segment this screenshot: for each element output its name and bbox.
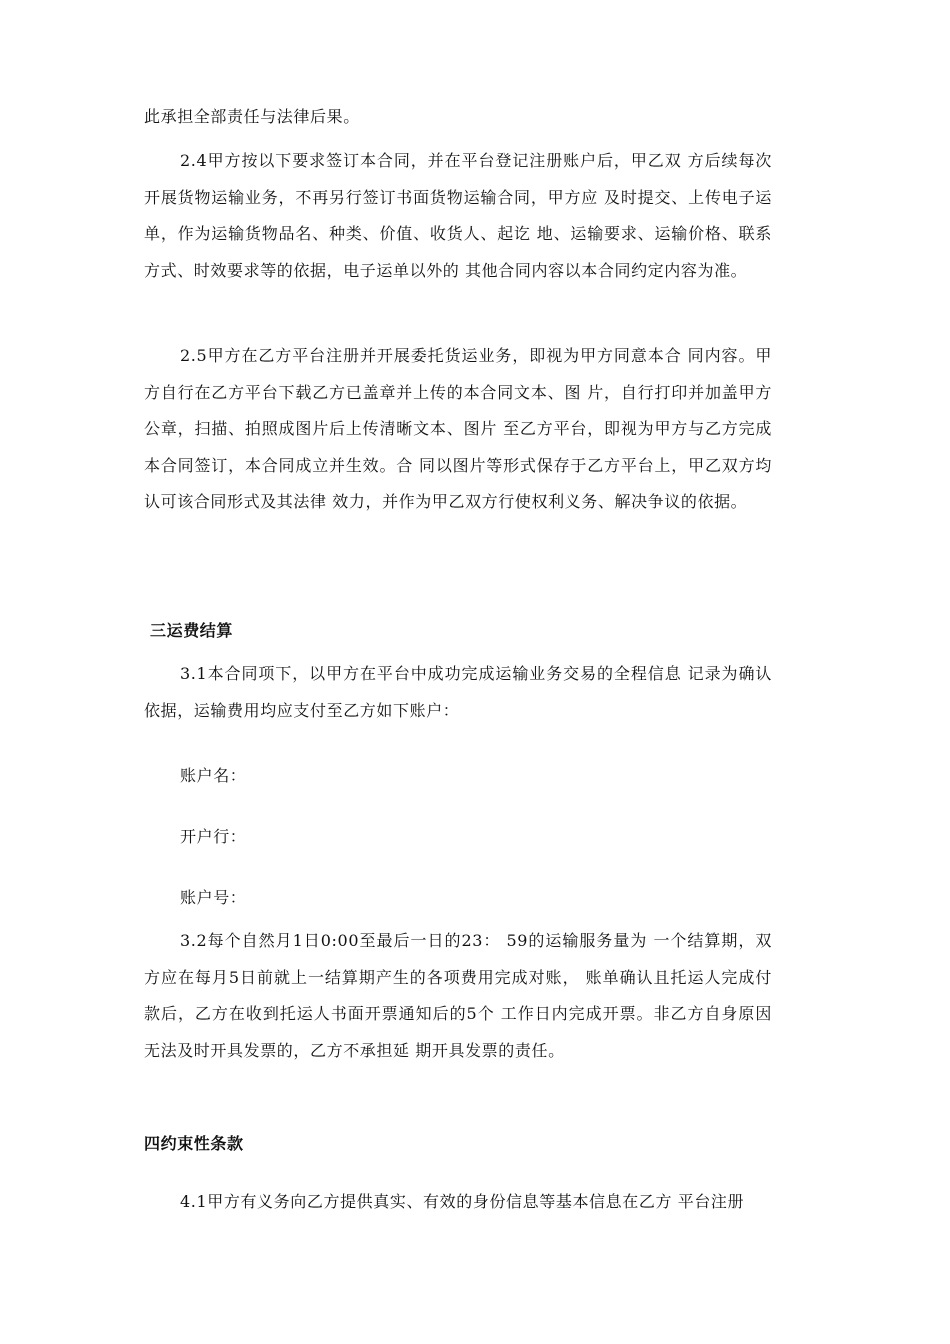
field-bank: 开户行： [180, 827, 247, 846]
paragraph-continuation: 此承担全部责任与法律后果。 [144, 107, 360, 126]
field-account-name: 账户名： [180, 766, 247, 785]
paragraph-2-4: 2.4甲方按以下要求签订本合同，并在平台登记注册账户后，甲乙双 方后续每次开展货物运输业务，不再另行签订书面货物运输合同，甲方应 及时提交、上传电子运单，作为运输货物品名、种类、价值、收货人、起讫 地、运输要求、运输价格、联系方式、时效要求等的依据，电子运单以外的 其他合同内容以本合同约定内容为准。 [144, 151, 772, 280]
paragraph-2-5: 2.5甲方在乙方平台注册并开展委托货运业务，即视为甲方同意本合 同内容。甲方自行在乙方平台下载乙方已盖章并上传的本合同文本、图 片，自行打印并加盖甲方公章，扫描、拍照成图片后上传清晰文本、图片 至乙方平台，即视为甲方与乙方完成本合同签订，本合同成立并生效。合 同以图片等形式保存于乙方平台上，甲乙双方均认可该合同形式及其法律 效力，并作为甲乙双方行使权利义务、解决争议的依据。 [144, 346, 772, 511]
section-heading-3: 三运费结算 [150, 621, 234, 640]
paragraph-3-2: 3.2每个自然月1日0:00至最后一日的23： 59的运输服务量为 一个结算期，双方应在每月5日前就上一结算期产生的各项费用完成对账， 账单确认且托运人完成付款后，乙方在收到托运人书面开票通知后的5个 工作日内完成开票。非乙方自身原因无法及时开具发票的，乙方不承担延 期开具发票的责任。 [144, 931, 772, 1060]
paragraph-3-1: 3.1本合同项下，以甲方在平台中成功完成运输业务交易的全程信息 记录为确认依据，运输费用均应支付至乙方如下账户： [144, 664, 772, 720]
field-account-number: 账户号： [180, 888, 247, 907]
paragraph-4-1: 4.1甲方有义务向乙方提供真实、有效的身份信息等基本信息在乙方 平台注册 [180, 1192, 745, 1211]
section-heading-4: 四约束性条款 [144, 1134, 244, 1153]
